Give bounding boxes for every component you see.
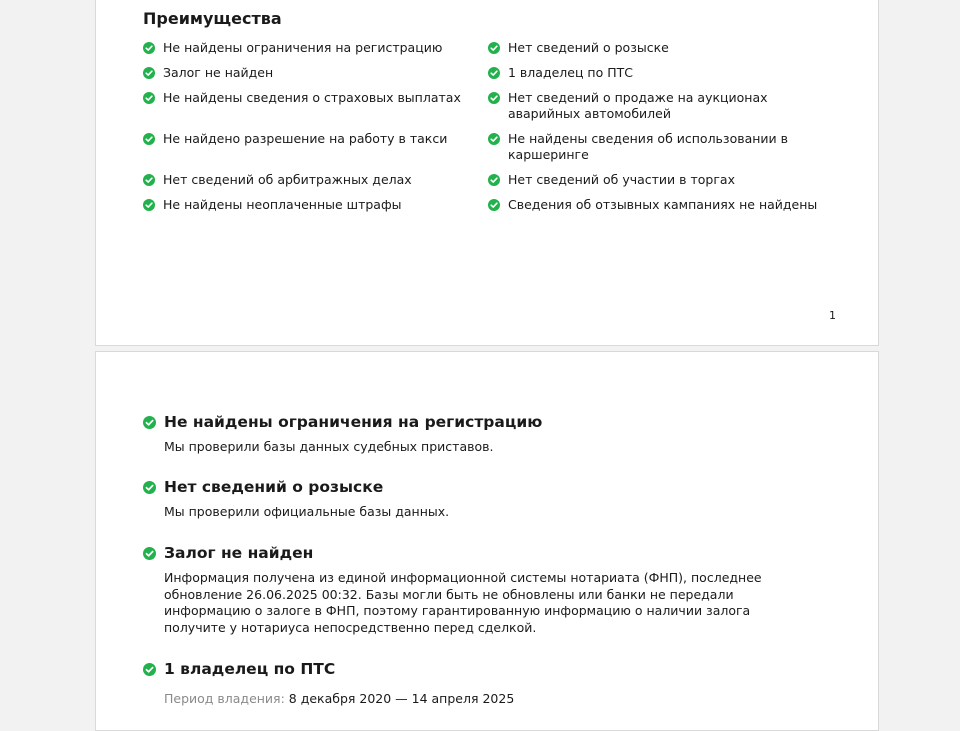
advantage-item: [488, 90, 838, 122]
page-number: 1: [829, 309, 836, 322]
advantage-item: [143, 172, 493, 188]
detail-pledge-text: Информация получена из единой информационной системы нотариата (ФНП), последнее обновление 26.06.2025 00:32. Базы могли быть не обновлены или банки не передали информацию о залоге в ФНП, поэтому гарантированную информацию о наличии залога получите у нотариуса непосредственно перед сделкой.: [164, 570, 762, 635]
check-icon: [488, 199, 500, 211]
check-icon: [143, 416, 156, 429]
advantage-item: [143, 197, 493, 213]
check-icon: [143, 199, 155, 211]
advantage-text: Нет сведений о розыске: [508, 40, 669, 55]
check-icon: [488, 42, 500, 54]
check-icon: [143, 67, 155, 79]
detail-owners-title: 1 владелец по ПТС: [164, 660, 336, 678]
advantage-item: [143, 131, 493, 147]
check-icon: [143, 42, 155, 54]
detail-pledge: [143, 543, 803, 636]
detail-registration-text: Мы проверили базы данных судебных приставов.: [164, 439, 494, 454]
advantage-text: Не найдены сведения об использовании в каршеринге: [508, 131, 789, 162]
check-icon: [488, 92, 500, 104]
check-icon: [143, 174, 155, 186]
advantage-text: Залог не найден: [163, 65, 274, 80]
check-icon: [143, 663, 156, 676]
advantage-text: Нет сведений об арбитражных делах: [163, 172, 412, 187]
ownership-period-value: 8 декабря 2020 — 14 апреля 2025: [288, 691, 515, 706]
check-icon: [143, 133, 155, 145]
advantage-item: [488, 197, 838, 213]
advantage-text: Нет сведений о продаже на аукционах аварийных автомобилей: [508, 90, 768, 121]
check-icon: [143, 481, 156, 494]
advantage-item: [143, 65, 493, 81]
advantage-item: [488, 172, 838, 188]
detail-wanted: [143, 477, 803, 521]
report-page-1: [95, 0, 879, 346]
report-page-2: [95, 351, 879, 731]
detail-owners: [143, 659, 803, 707]
advantage-text: Не найдены сведения о страховых выплатах: [163, 90, 461, 105]
advantages-title: Преимущества: [143, 9, 282, 28]
detail-wanted-text: Мы проверили официальные базы данных.: [164, 504, 450, 519]
advantage-item: [488, 65, 838, 81]
ownership-period: [164, 691, 803, 707]
advantage-item: [143, 90, 493, 106]
advantage-text: 1 владелец по ПТС: [508, 65, 633, 80]
check-icon: [143, 547, 156, 560]
advantage-text: Не найдены неоплаченные штрафы: [163, 197, 402, 212]
advantage-text: Сведения об отзывных кампаниях не найдены: [508, 197, 818, 212]
check-icon: [143, 92, 155, 104]
check-icon: [488, 174, 500, 186]
ownership-period-label: Период владения:: [164, 691, 285, 706]
advantage-text: Нет сведений об участии в торгах: [508, 172, 735, 187]
detail-registration-title: Не найдены ограничения на регистрацию: [164, 413, 543, 431]
check-icon: [488, 67, 500, 79]
detail-pledge-title: Залог не найден: [164, 544, 314, 562]
advantage-item: [143, 40, 493, 56]
advantage-text: Не найдены ограничения на регистрацию: [163, 40, 443, 55]
detail-wanted-title: Нет сведений о розыске: [164, 478, 384, 496]
advantage-text: Не найдено разрешение на работу в такси: [163, 131, 448, 146]
detail-registration: [143, 412, 803, 456]
advantage-item: [488, 40, 838, 56]
advantage-item: [488, 131, 838, 163]
check-icon: [488, 133, 500, 145]
